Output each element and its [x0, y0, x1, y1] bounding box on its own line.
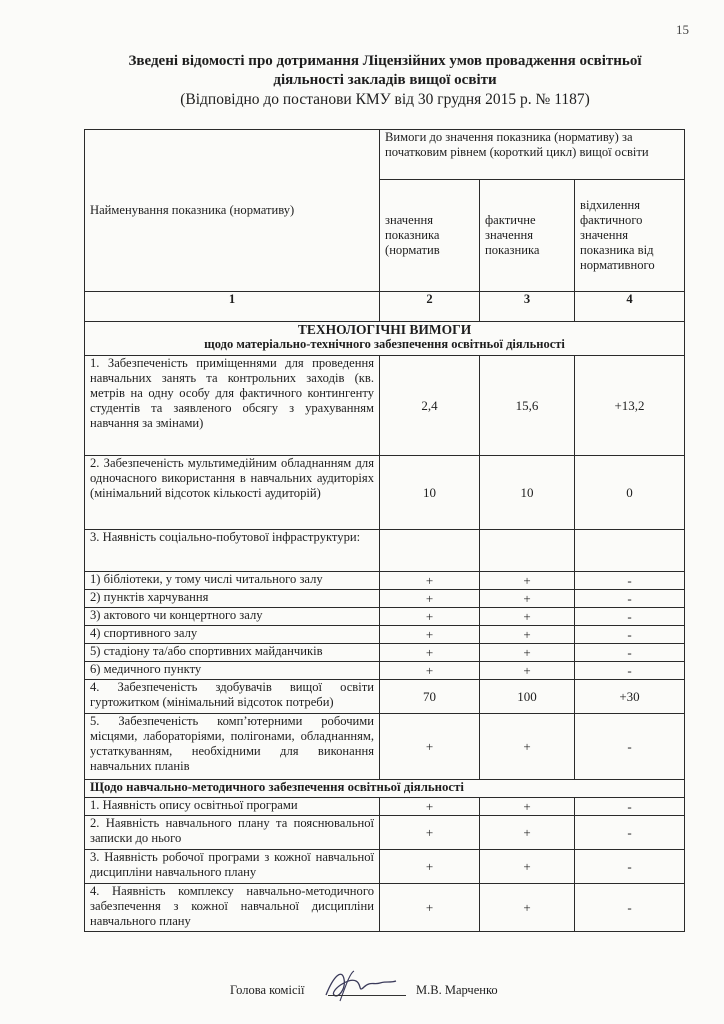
actual-value: +	[480, 572, 575, 590]
table-row	[85, 662, 685, 680]
norm-value: 10	[380, 456, 480, 530]
actual-value	[480, 530, 575, 572]
norm-value: +	[380, 714, 480, 780]
section-methodological-support: Щодо навчально-методичного забезпечення освітньої діяльності	[85, 780, 685, 798]
table-row	[85, 714, 685, 780]
table-row	[85, 644, 685, 662]
requirements-table	[84, 129, 685, 932]
actual-value: +	[480, 714, 575, 780]
header-col2: фактичне значення показника	[480, 180, 575, 292]
actual-value: +	[480, 850, 575, 884]
indicator-name: 2. Забезпеченість мультимедійним обладнанням для одночасного використання в навчальних аудиторіях (мінімальний відсоток кількості аудиторій)	[85, 456, 380, 530]
table-row	[85, 816, 685, 850]
table-row	[85, 530, 685, 572]
actual-value: +	[480, 662, 575, 680]
deviation-value: -	[575, 608, 685, 626]
indicator-name: 3) актового чи концертного залу	[85, 608, 380, 626]
deviation-value: -	[575, 626, 685, 644]
deviation-value: -	[575, 590, 685, 608]
header-group-cell: Вимоги до значення показника (нормативу) за початковим рівнем (короткий цикл) вищої освіти	[380, 130, 685, 180]
signature-line	[328, 995, 406, 996]
col-number-2: 2	[380, 292, 480, 322]
indicator-name: 5. Забезпеченість комп’ютерними робочими місцями, лабораторіями, полігонами, обладнанням, устаткуванням, необхідними для виконання навчальних планів	[85, 714, 380, 780]
table-row	[85, 884, 685, 932]
norm-value: +	[380, 572, 480, 590]
actual-value: +	[480, 816, 575, 850]
actual-value: 100	[480, 680, 575, 714]
section-title: ТЕХНОЛОГІЧНІ ВИМОГИ	[297, 322, 472, 337]
norm-value	[380, 530, 480, 572]
title-line-3: (Відповідно до постанови КМУ від 30 грудня 2015 р. № 1187)	[180, 91, 590, 108]
header-col3: відхилення фактичного значення показника від нормативного	[575, 180, 685, 292]
actual-value: +	[480, 798, 575, 816]
col-number-4: 4	[575, 292, 685, 322]
indicator-name: 1. Наявність опису освітньої програми	[85, 798, 380, 816]
actual-value: +	[480, 626, 575, 644]
table-row	[85, 456, 685, 530]
table-row	[85, 680, 685, 714]
deviation-value: -	[575, 714, 685, 780]
table-row	[85, 356, 685, 456]
header-name-cell: Найменування показника (нормативу)	[85, 130, 380, 292]
title-line-2: діяльності закладів вищої освіти	[273, 72, 497, 88]
deviation-value: -	[575, 798, 685, 816]
norm-value: +	[380, 816, 480, 850]
indicator-name: 4. Забезпеченість здобувачів вищої освіти гуртожитком (мінімальний відсоток потреби)	[85, 680, 380, 714]
deviation-value: -	[575, 662, 685, 680]
indicator-name: 2. Наявність навчального плану та пояснювальної записки до нього	[85, 816, 380, 850]
header-col1: значення показника (норматив	[380, 180, 480, 292]
table-row	[85, 590, 685, 608]
section-subtitle: щодо матеріально-технічного забезпечення освітньої діяльності	[204, 337, 565, 351]
table-row	[85, 798, 685, 816]
actual-value: 15,6	[480, 356, 575, 456]
actual-value: +	[480, 644, 575, 662]
indicator-name: 1) бібліотеки, у тому числі читального залу	[85, 572, 380, 590]
table-row	[85, 850, 685, 884]
norm-value: +	[380, 626, 480, 644]
indicator-name: 3. Наявність соціально-побутової інфраструктури:	[85, 530, 380, 572]
deviation-value	[575, 530, 685, 572]
norm-value: +	[380, 884, 480, 932]
title-line-1: Зведені відомості про дотримання Ліцензійних умов провадження освітньої	[128, 53, 642, 69]
deviation-value: -	[575, 644, 685, 662]
deviation-value: -	[575, 884, 685, 932]
norm-value: 70	[380, 680, 480, 714]
table-row	[85, 608, 685, 626]
deviation-value: -	[575, 850, 685, 884]
signature-name: М.В. Марченко	[416, 983, 498, 997]
col-number-1: 1	[85, 292, 380, 322]
indicator-name: 5) стадіону та/або спортивних майданчиків	[85, 644, 380, 662]
indicator-name: 6) медичного пункту	[85, 662, 380, 680]
indicator-name: 4. Наявність комплексу навчально-методичного забезпечення з кожної навчальної дисципліни навчального плану	[85, 884, 380, 932]
indicator-name: 4) спортивного залу	[85, 626, 380, 644]
indicator-name: 2) пунктів харчування	[85, 590, 380, 608]
deviation-value: -	[575, 816, 685, 850]
actual-value: +	[480, 608, 575, 626]
norm-value: +	[380, 798, 480, 816]
actual-value: +	[480, 884, 575, 932]
table-row	[85, 572, 685, 590]
norm-value: 2,4	[380, 356, 480, 456]
deviation-value: +13,2	[575, 356, 685, 456]
norm-value: +	[380, 644, 480, 662]
col-number-3: 3	[480, 292, 575, 322]
section-technological-requirements	[85, 322, 685, 356]
deviation-value: 0	[575, 456, 685, 530]
actual-value: +	[480, 590, 575, 608]
page-number: 15	[676, 22, 689, 37]
norm-value: +	[380, 850, 480, 884]
signature-icon	[320, 965, 400, 1005]
deviation-value: -	[575, 572, 685, 590]
norm-value: +	[380, 662, 480, 680]
document-title	[60, 52, 710, 109]
norm-value: +	[380, 608, 480, 626]
indicator-name: 3. Наявність робочої програми з кожної навчальної дисципліни навчального плану	[85, 850, 380, 884]
indicator-name: 1. Забезпеченість приміщеннями для проведення навчальних занять та контрольних заходів (кв. метрів на одну особу для фактичного контингенту студентів та заявленого обсягу з урахуванням навчання за змінами)	[85, 356, 380, 456]
signature-label: Голова комісії	[230, 983, 305, 997]
actual-value: 10	[480, 456, 575, 530]
norm-value: +	[380, 590, 480, 608]
deviation-value: +30	[575, 680, 685, 714]
table-row	[85, 626, 685, 644]
